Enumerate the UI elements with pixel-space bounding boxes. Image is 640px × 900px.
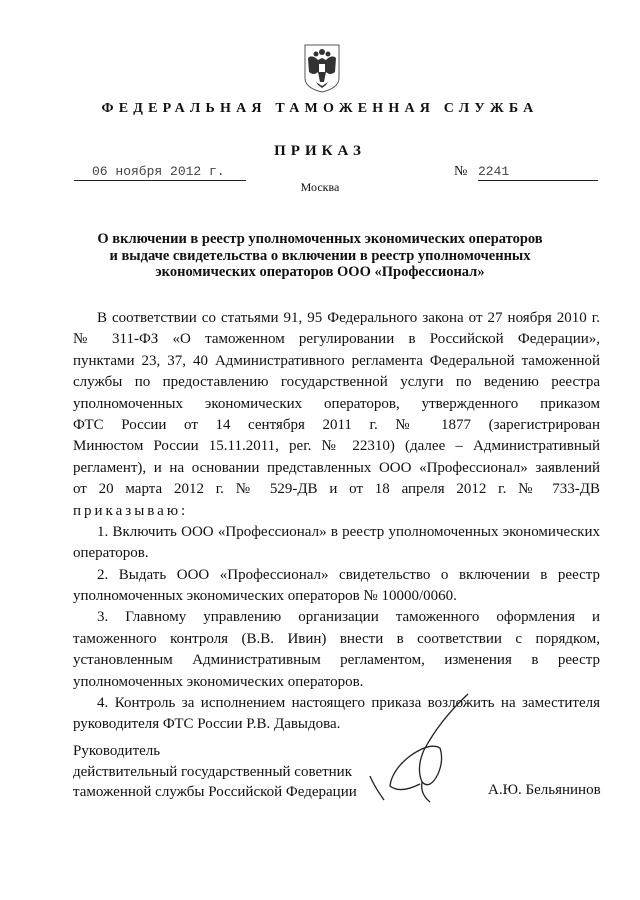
item-line: 3. Главному управлению организации таможенного оформления и [97, 609, 600, 626]
signatory-line: таможенной службы Российской Федерации [73, 784, 357, 800]
number-label: № [454, 164, 468, 179]
item-line: операторов. [73, 545, 149, 562]
document-title [60, 231, 580, 281]
item-line: 1. Включить ООО «Профессионал» в реестр уполномоченных экономических [97, 523, 600, 540]
item-line: 4. Контроль за исполнением настоящего приказа возложить на заместителя [97, 695, 600, 712]
item-line: таможенного контроля (В.В. Ивин) внести в соответствии с порядком, [73, 630, 600, 647]
item-line: уполномоченных экономических операторов № 10000/0060. [73, 588, 457, 605]
preamble-line: Минюстом России 15.11.2011, рег. № 22310) (далее – Административный [73, 438, 600, 455]
document-date: 06 ноября 2012 г. [74, 164, 246, 181]
signatory-line: Руководитель [73, 743, 161, 759]
item-line: уполномоченных экономических операторов. [73, 673, 364, 690]
title-line: О включении в реестр уполномоченных экономических операторов [97, 231, 543, 247]
coat-of-arms-emblem [302, 42, 342, 94]
preamble-line: пунктами 23, 37, 40 Административного регламента Федеральной таможенной [73, 352, 600, 369]
item-line: установленным Административным регламентом, изменения в реестр [73, 652, 600, 669]
document-number: 2241 [478, 164, 598, 181]
signatory-title [73, 741, 357, 803]
title-line: экономических операторов ООО «Профессионал» [155, 264, 485, 280]
item-line: 2. Выдать ООО «Профессионал» свидетельство о включении в реестр [97, 566, 600, 583]
document-body [73, 308, 600, 736]
preamble-line: № 311-ФЗ «О таможенном регулировании в Российской Федерации», [73, 331, 600, 348]
preamble-line: службы по предоставлению государственной услуги по ведению реестра [73, 374, 600, 391]
signatory-line: действительный государственный советник [73, 763, 353, 780]
preamble-line: В соответствии со статьями 91, 95 Федерального закона от 27 ноября 2010 г. [97, 310, 600, 326]
preamble-line: ФТС России от 14 сентября 2011 г. № 1877 (зарегистрирован [73, 416, 600, 433]
preamble-line: регламент), и на основании представленных ООО «Профессионал» заявлений [73, 459, 600, 476]
item-line: руководителя ФТС России Р.В. Давыдова. [73, 716, 341, 733]
handwritten-signature [360, 690, 490, 810]
document-type: ПРИКАЗ [274, 143, 366, 159]
title-line: и выдаче свидетельства о включении в реестр уполномоченных [109, 247, 531, 264]
order-word: приказываю: [73, 502, 189, 519]
city: Москва [300, 180, 340, 194]
signatory-name: А.Ю. Бельянинов [488, 782, 601, 798]
preamble-line: от 20 марта 2012 г. № 529-ДВ и от 18 апреля 2012 г. № 733-ДВ [73, 481, 600, 498]
preamble-line: уполномоченных экономических операторов, утвержденного приказом [73, 395, 600, 412]
agency-name: ФЕДЕРАЛЬНАЯ ТАМОЖЕННАЯ СЛУЖБА [101, 101, 539, 116]
